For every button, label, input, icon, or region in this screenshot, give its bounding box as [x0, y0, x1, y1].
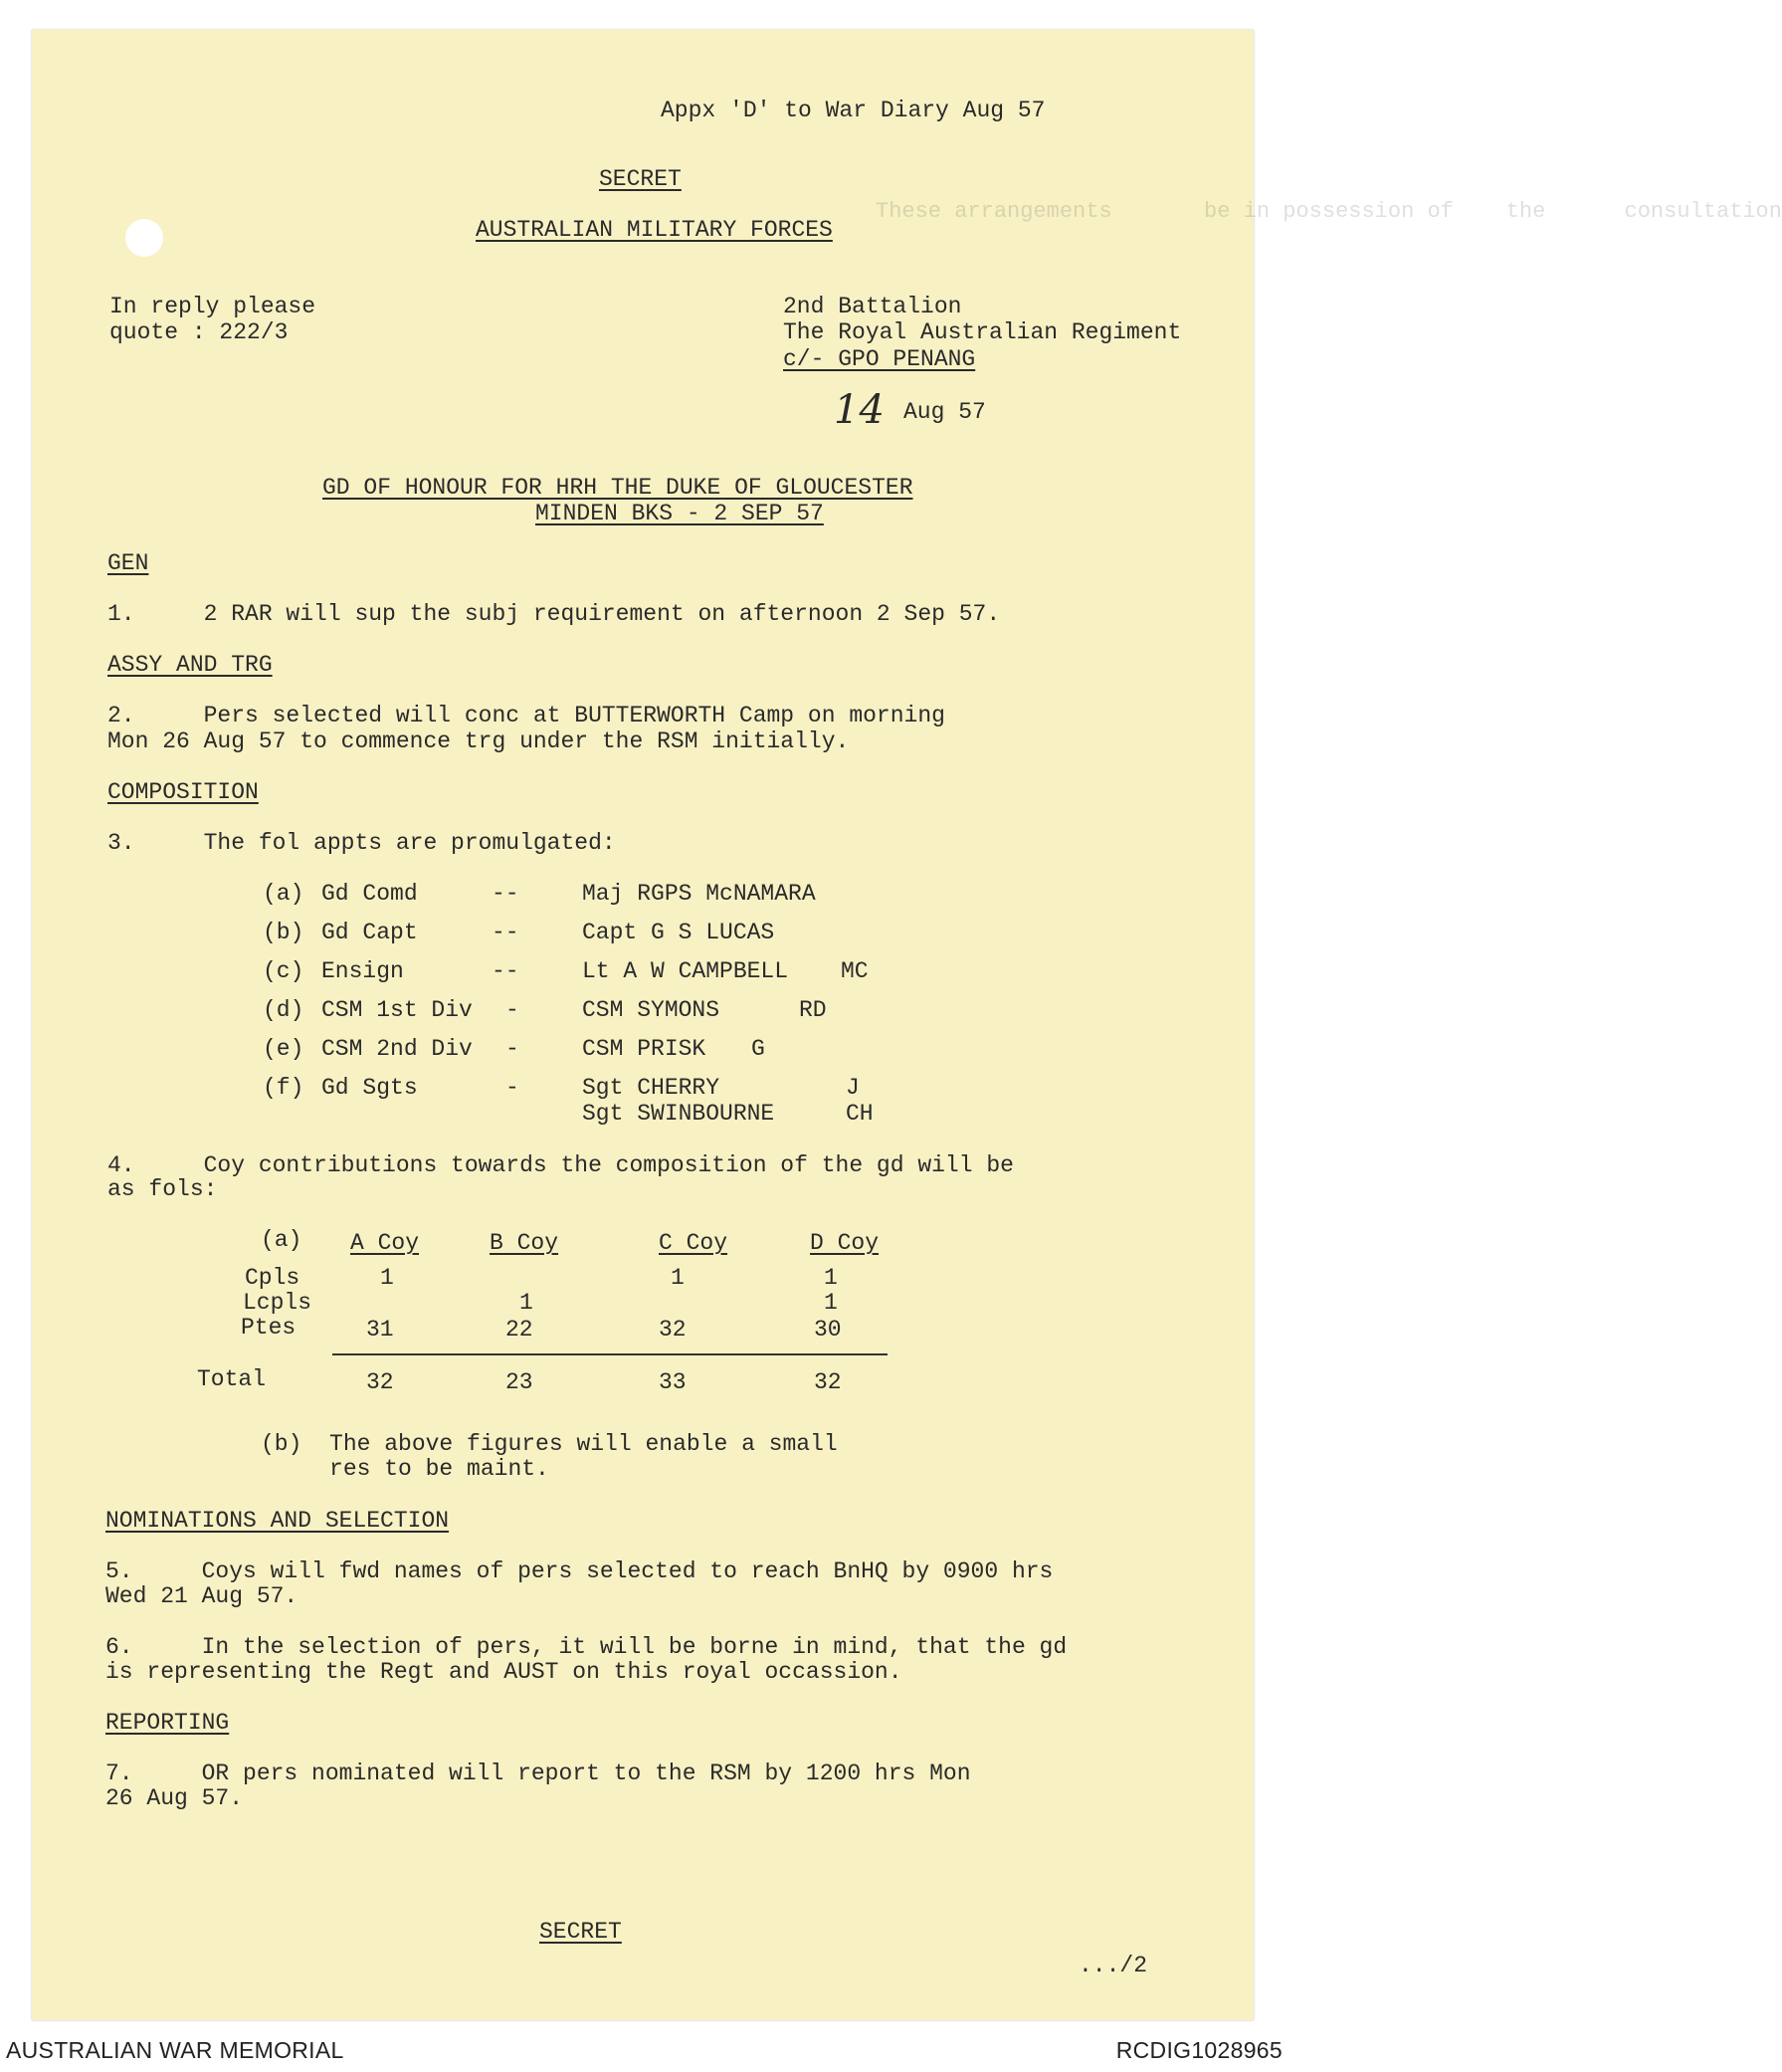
table-cell: 23 [505, 1369, 533, 1395]
total-rule [332, 1353, 888, 1355]
punch-hole [125, 219, 163, 257]
appt-name: Sgt SWINBOURNE [582, 1101, 775, 1127]
para-2-line-1: 2. Pers selected will conc at BUTTERWORTH Camp on morning [107, 703, 945, 728]
section-composition: COMPOSITION [107, 779, 259, 805]
appt-role: CSM 1st Div [321, 997, 473, 1023]
para-4b-line-1: (b) The above figures will enable a small [261, 1431, 838, 1457]
reply-line-1: In reply please [109, 294, 316, 319]
para-5-line-2: Wed 21 Aug 57. [105, 1583, 298, 1609]
appt-index: (f) [263, 1075, 304, 1101]
para-6-line-1: 6. In the selection of pers, it will be borne in mind, that the gd [105, 1634, 1068, 1660]
table-cell: 1 [824, 1290, 838, 1316]
classification-bottom: SECRET [539, 1919, 622, 1945]
appt-dash: -- [492, 920, 519, 945]
para-4-line-1: 4. Coy contributions towards the composition of the gd will be [107, 1152, 1014, 1178]
row-label: Ptes [241, 1315, 297, 1341]
section-gen: GEN [107, 550, 149, 576]
appt-role: CSM 2nd Div [321, 1036, 473, 1062]
appt-name: CSM PRISK [582, 1036, 706, 1062]
table-cell: 1 [824, 1265, 838, 1291]
total-label: Total [197, 1366, 267, 1392]
appt-dash: - [505, 1075, 519, 1101]
address-line-3: c/- GPO PENANG [783, 346, 976, 372]
para-5-line-1: 5. Coys will fwd names of pers selected to reach BnHQ by 0900 hrs [105, 1558, 1054, 1584]
appt-role: Gd Capt [321, 920, 418, 945]
section-nominations: NOMINATIONS AND SELECTION [105, 1508, 450, 1534]
row-label: Lcpls [243, 1290, 312, 1316]
footer-catalogue-id: RCDIG1028965 [1115, 2037, 1283, 2063]
address-line-1: 2nd Battalion [783, 294, 962, 319]
appt-note: MC [841, 958, 869, 984]
para-6-line-2: is representing the Regt and AUST on this royal occassion. [105, 1659, 902, 1685]
table-cell: 32 [366, 1369, 394, 1395]
date-day-handwritten: 14 [834, 387, 885, 433]
table-header: D Coy [810, 1230, 880, 1256]
para-7-line-2: 26 Aug 57. [105, 1785, 244, 1811]
table-cell: 32 [814, 1369, 842, 1395]
row-label: Cpls [245, 1265, 300, 1291]
organisation-title: AUSTRALIAN MILITARY FORCES [476, 217, 833, 243]
appt-index: (d) [263, 997, 304, 1023]
subject-title-2: MINDEN BKS - 2 SEP 57 [535, 501, 824, 526]
table-cell: 33 [659, 1369, 687, 1395]
section-reporting: REPORTING [105, 1710, 230, 1736]
appt-dash: -- [492, 881, 519, 907]
table-label: (a) [261, 1227, 302, 1253]
subject-title-1: GD OF HONOUR FOR HRH THE DUKE OF GLOUCESTER [322, 475, 913, 501]
date-month-year: Aug 57 [903, 399, 986, 425]
table-header: A Coy [350, 1230, 420, 1256]
table-cell: 1 [671, 1265, 685, 1291]
table-cell: 30 [814, 1317, 842, 1343]
table-cell: 22 [505, 1317, 533, 1343]
section-assy-trg: ASSY AND TRG [107, 652, 273, 678]
appt-index: (e) [263, 1036, 304, 1062]
appt-index: (c) [263, 958, 304, 984]
footer-archive-name: AUSTRALIAN WAR MEMORIAL [6, 2037, 344, 2063]
appt-name: CSM SYMONS [582, 997, 720, 1023]
para-7-line-1: 7. OR pers nominated will report to the RSM by 1200 hrs Mon [105, 1761, 971, 1786]
table-cell: 32 [659, 1317, 687, 1343]
appt-name: Lt A W CAMPBELL [582, 958, 789, 984]
appt-note: G [751, 1036, 765, 1062]
para-4b-line-2: res to be maint. [261, 1456, 549, 1482]
para-4-line-2: as fols: [107, 1176, 218, 1202]
appt-index: (b) [263, 920, 304, 945]
appt-dash: -- [492, 958, 519, 984]
address-line-2: The Royal Australian Regiment [783, 319, 1182, 345]
appt-role: Gd Sgts [321, 1075, 418, 1101]
appt-name: Capt G S LUCAS [582, 920, 775, 945]
appt-name: Sgt CHERRY [582, 1075, 720, 1101]
appt-index: (a) [263, 881, 304, 907]
table-cell: 1 [380, 1265, 394, 1291]
appt-note: RD [799, 997, 827, 1023]
appt-note: J [846, 1075, 860, 1101]
para-1: 1. 2 RAR will sup the subj requirement on afternoon 2 Sep 57. [107, 601, 1001, 627]
appt-name: Maj RGPS McNAMARA [582, 881, 816, 907]
page-continuation: .../2 [1079, 1953, 1148, 1978]
appt-role: Gd Comd [321, 881, 418, 907]
table-cell: 1 [519, 1290, 533, 1316]
para-2-line-2: Mon 26 Aug 57 to commence trg under the RSM initially. [107, 728, 850, 754]
table-cell: 31 [366, 1317, 394, 1343]
reply-line-2: quote : 222/3 [109, 319, 289, 345]
table-header: C Coy [659, 1230, 728, 1256]
appendix-header: Appx 'D' to War Diary Aug 57 [661, 98, 1046, 123]
table-header: B Coy [490, 1230, 559, 1256]
appt-role: Ensign [321, 958, 404, 984]
appt-note: CH [846, 1101, 874, 1127]
classification-top: SECRET [599, 166, 682, 192]
appt-dash: - [505, 997, 519, 1023]
appt-dash: - [505, 1036, 519, 1062]
para-3: 3. The fol appts are promulgated: [107, 830, 616, 856]
show-through-text: These arrangements be in possession of the consultation [876, 199, 1782, 224]
